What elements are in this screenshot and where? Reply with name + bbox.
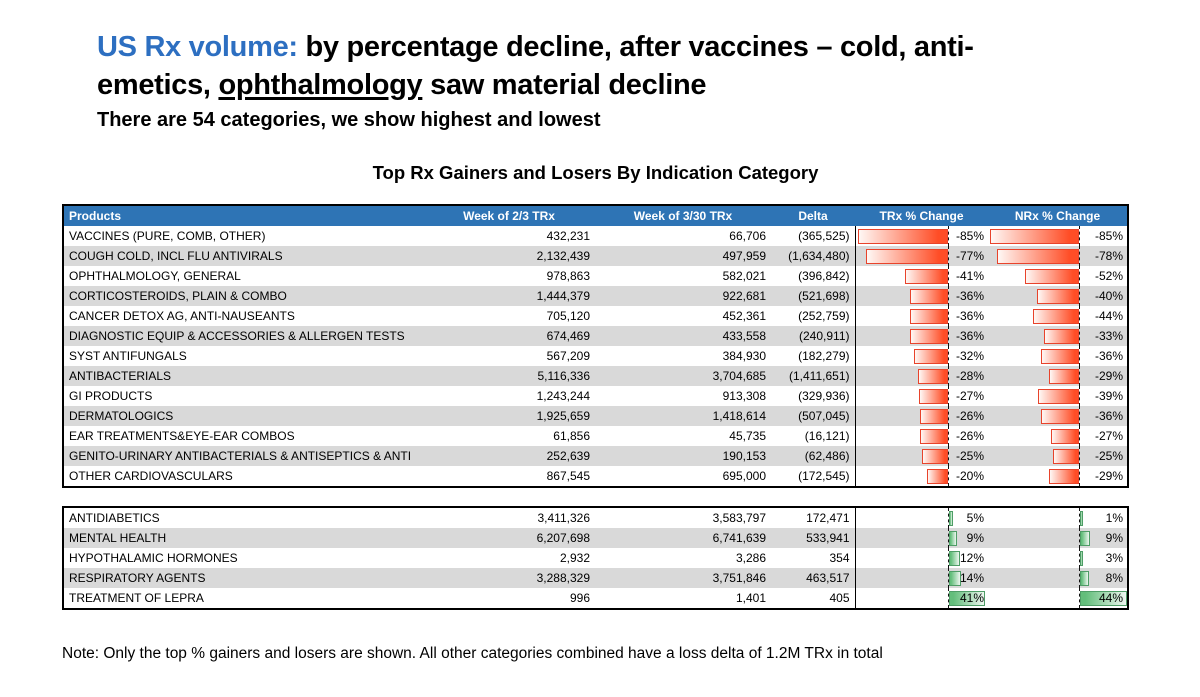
nrx-change-label: -25% xyxy=(1094,449,1123,463)
nrx-change-cell xyxy=(988,306,1128,326)
trx-negative-zone xyxy=(856,446,949,466)
trx-bar-track xyxy=(856,508,989,528)
week-3-30-cell: 433,558 xyxy=(595,326,771,346)
week-3-30-cell: 1,401 xyxy=(735,591,766,605)
nrx-bar-track xyxy=(988,286,1127,306)
nrx-negative-bar xyxy=(1025,269,1079,284)
nrx-bar-track xyxy=(988,306,1127,326)
trx-change-cell xyxy=(855,568,988,588)
trx-negative-zone xyxy=(856,346,949,366)
trx-negative-bar xyxy=(919,389,948,404)
nrx-change-cell xyxy=(988,528,1128,548)
delta-cell: (182,279) xyxy=(798,349,850,363)
delta-cell: (396,842) xyxy=(798,269,850,283)
trx-negative-zone xyxy=(856,406,949,426)
trx-change-cell xyxy=(855,548,988,568)
week-3-30-cell: 66,706 xyxy=(729,229,766,243)
trx-bar-track xyxy=(856,386,989,406)
trx-change-cell xyxy=(855,426,988,446)
table-row xyxy=(63,446,1128,466)
delta-cell: 533,941 xyxy=(771,528,855,548)
week-2-3-cell: 432,231 xyxy=(546,229,590,243)
table-row xyxy=(63,406,1128,426)
nrx-bar-track xyxy=(988,508,1127,528)
trx-negative-zone xyxy=(856,306,949,326)
week-3-30-cell: 3,704,685 xyxy=(595,366,771,386)
page-title-line-2 xyxy=(97,66,1117,104)
col-header-delta: Delta xyxy=(771,205,855,226)
page-title-rest: by percentage decline, after vaccines – cold, anti- xyxy=(297,31,974,63)
table-row xyxy=(63,528,1128,548)
nrx-bar-track xyxy=(988,226,1127,246)
nrx-change-cell xyxy=(988,366,1128,386)
trx-negative-zone xyxy=(856,466,949,486)
trx-bar-track xyxy=(856,326,989,346)
nrx-change-label: -33% xyxy=(1094,329,1123,343)
trx-change-label: -26% xyxy=(955,429,984,443)
week-3-30-cell: 3,751,846 xyxy=(595,568,771,588)
week-3-30-cell: 922,681 xyxy=(595,286,771,306)
nrx-bar-track xyxy=(988,386,1127,406)
week-3-30-cell: 695,000 xyxy=(722,469,766,483)
table-row xyxy=(63,306,1128,326)
product-cell: DERMATOLOGICS xyxy=(63,406,423,426)
tables-area xyxy=(62,204,1131,610)
week-2-3-cell: 6,207,698 xyxy=(423,528,595,548)
nrx-bar-track xyxy=(988,446,1127,466)
nrx-negative-bar xyxy=(1038,389,1079,404)
trx-negative-bar xyxy=(866,249,948,264)
trx-negative-zone xyxy=(856,266,949,286)
nrx-change-cell xyxy=(988,286,1128,306)
nrx-change-cell xyxy=(988,568,1128,588)
col-header-week-2-3: Week of 2/3 TRx xyxy=(423,205,595,226)
week-3-30-cell: 497,959 xyxy=(595,246,771,266)
product-cell: MENTAL HEALTH xyxy=(63,528,423,548)
col-header-week-3-30: Week of 3/30 TRx xyxy=(595,205,771,226)
trx-bar-track xyxy=(856,406,989,426)
nrx-negative-zone xyxy=(988,588,1080,608)
page-title-line2-pre: emetics, xyxy=(97,69,219,101)
col-header-nrx-change: NRx % Change xyxy=(988,205,1128,226)
nrx-positive-bar xyxy=(1080,551,1083,566)
table-row xyxy=(63,226,1128,246)
product-cell: HYPOTHALAMIC HORMONES xyxy=(69,551,238,565)
trx-change-label: -85% xyxy=(955,229,984,243)
nrx-change-cell xyxy=(988,386,1128,406)
nrx-negative-zone xyxy=(988,266,1080,286)
nrx-negative-zone xyxy=(988,346,1080,366)
trx-change-cell xyxy=(855,326,988,346)
trx-negative-bar xyxy=(914,349,948,364)
week-2-3-cell: 3,411,326 xyxy=(537,511,590,525)
product-cell: ANTIDIABETICS xyxy=(69,511,160,525)
product-cell: GENITO-URINARY ANTIBACTERIALS & ANTISEPTICS & ANTI xyxy=(63,446,423,466)
delta-cell: (1,411,651) xyxy=(771,366,855,386)
nrx-change-cell xyxy=(988,507,1128,528)
week-3-30-cell: 1,418,614 xyxy=(595,406,771,426)
week-2-3-cell: 996 xyxy=(569,591,590,605)
trx-change-cell xyxy=(855,507,988,528)
trx-positive-bar xyxy=(949,511,953,526)
delta-cell: 172,471 xyxy=(806,511,850,525)
delta-cell: (329,936) xyxy=(798,389,850,403)
nrx-negative-zone xyxy=(988,426,1080,446)
trx-bar-track xyxy=(856,266,989,286)
trx-change-label: -27% xyxy=(955,389,984,403)
product-cell: COUGH COLD, INCL FLU ANTIVIRALS xyxy=(63,246,423,266)
nrx-negative-zone xyxy=(988,548,1080,568)
trx-change-cell xyxy=(855,386,988,406)
week-2-3-cell: 1,243,244 xyxy=(536,389,590,403)
trx-change-label: -32% xyxy=(955,349,984,363)
nrx-positive-bar xyxy=(1080,531,1090,546)
nrx-negative-bar xyxy=(1033,309,1079,324)
nrx-negative-bar xyxy=(1041,349,1079,364)
nrx-negative-zone xyxy=(988,226,1080,246)
product-cell: SYST ANTIFUNGALS xyxy=(69,349,187,363)
trx-negative-bar xyxy=(910,289,948,304)
product-cell: EAR TREATMENTS&EYE-EAR COMBOS xyxy=(69,429,295,443)
trx-bar-track xyxy=(856,226,989,246)
nrx-bar-track xyxy=(988,366,1127,386)
nrx-change-label: -29% xyxy=(1094,369,1123,383)
nrx-change-label: -78% xyxy=(1094,249,1123,263)
nrx-change-cell xyxy=(988,266,1128,286)
nrx-bar-track xyxy=(988,326,1127,346)
nrx-change-label: -40% xyxy=(1094,289,1123,303)
footnote: Note: Only the top % gainers and losers are shown. All other categories combined have a loss delta of 1.2M TRx in total xyxy=(62,645,883,662)
nrx-change-cell xyxy=(988,466,1128,487)
trx-negative-zone xyxy=(856,568,949,588)
trx-negative-zone xyxy=(856,226,949,246)
trx-negative-zone xyxy=(856,246,949,266)
week-2-3-cell: 252,639 xyxy=(423,446,595,466)
trx-change-cell xyxy=(855,306,988,326)
table-row xyxy=(63,568,1128,588)
table-row xyxy=(63,507,1128,528)
nrx-change-cell xyxy=(988,548,1128,568)
trx-positive-bar xyxy=(949,531,957,546)
nrx-negative-zone xyxy=(988,466,1080,486)
table-row xyxy=(63,426,1128,446)
table-row xyxy=(63,346,1128,366)
nrx-change-label: -85% xyxy=(1094,229,1123,243)
trx-negative-zone xyxy=(856,508,949,528)
trx-negative-zone xyxy=(856,548,949,568)
trx-change-label: -26% xyxy=(955,409,984,423)
trx-change-cell xyxy=(855,346,988,366)
delta-cell: (16,121) xyxy=(804,429,850,443)
product-cell: TREATMENT OF LEPRA xyxy=(69,591,204,605)
nrx-change-label: 3% xyxy=(1105,551,1123,565)
nrx-negative-bar xyxy=(1044,329,1079,344)
trx-change-label: -28% xyxy=(955,369,984,383)
nrx-positive-bar xyxy=(1080,571,1089,586)
trx-negative-bar xyxy=(918,369,948,384)
week-2-3-cell: 1,925,659 xyxy=(423,406,595,426)
nrx-negative-zone xyxy=(988,366,1080,386)
page-title-highlight: US Rx volume: xyxy=(97,31,298,63)
week-3-30-cell: 190,153 xyxy=(595,446,771,466)
page-title-line2-post: saw material decline xyxy=(422,69,707,101)
table-row xyxy=(63,246,1128,266)
nrx-negative-bar xyxy=(1041,409,1079,424)
trx-change-label: -36% xyxy=(955,329,984,343)
trx-negative-bar xyxy=(920,429,948,444)
week-2-3-cell: 2,932 xyxy=(559,551,590,565)
nrx-change-cell xyxy=(988,226,1128,246)
nrx-change-label: -39% xyxy=(1094,389,1123,403)
nrx-change-cell xyxy=(988,346,1128,366)
trx-negative-bar xyxy=(922,449,948,464)
nrx-bar-track xyxy=(988,266,1127,286)
nrx-bar-track xyxy=(988,588,1127,608)
week-2-3-cell: 2,132,439 xyxy=(423,246,595,266)
product-cell: RESPIRATORY AGENTS xyxy=(63,568,423,588)
nrx-negative-zone xyxy=(988,306,1080,326)
nrx-negative-zone xyxy=(988,386,1080,406)
trx-bar-track xyxy=(856,426,989,446)
trx-negative-bar xyxy=(920,409,948,424)
week-2-3-cell: 3,288,329 xyxy=(423,568,595,588)
table-row xyxy=(63,326,1128,346)
delta-cell: (172,545) xyxy=(798,469,850,483)
nrx-negative-zone xyxy=(988,508,1080,528)
delta-cell: (521,698) xyxy=(771,286,855,306)
nrx-bar-track xyxy=(988,528,1127,548)
trx-change-label: -25% xyxy=(955,449,984,463)
trx-bar-track xyxy=(856,568,989,588)
delta-cell: (240,911) xyxy=(771,326,855,346)
product-cell: CANCER DETOX AG, ANTI-NAUSEANTS xyxy=(69,309,295,323)
week-2-3-cell: 61,856 xyxy=(553,429,590,443)
week-2-3-cell: 5,116,336 xyxy=(423,366,595,386)
week-2-3-cell: 867,545 xyxy=(546,469,590,483)
trx-bar-track xyxy=(856,528,989,548)
losers-table xyxy=(62,204,1129,488)
week-2-3-cell: 705,120 xyxy=(546,309,590,323)
table-row xyxy=(63,266,1128,286)
nrx-negative-bar xyxy=(997,249,1079,264)
delta-cell: (507,045) xyxy=(771,406,855,426)
nrx-negative-bar xyxy=(1053,449,1079,464)
delta-cell: (62,486) xyxy=(771,446,855,466)
nrx-negative-zone xyxy=(988,286,1080,306)
trx-bar-track xyxy=(856,286,989,306)
nrx-change-label: 44% xyxy=(1098,591,1123,605)
nrx-change-cell xyxy=(988,446,1128,466)
page-title-underlined-word: ophthalmology xyxy=(218,69,423,101)
nrx-positive-bar xyxy=(1080,511,1083,526)
table-row xyxy=(63,466,1128,487)
trx-change-label: -36% xyxy=(955,289,984,303)
trx-negative-zone xyxy=(856,286,949,306)
trx-bar-track xyxy=(856,588,989,608)
nrx-negative-bar xyxy=(990,229,1079,244)
week-3-30-cell: 913,308 xyxy=(722,389,766,403)
trx-change-cell xyxy=(855,366,988,386)
table-row xyxy=(63,588,1128,609)
table-row xyxy=(63,386,1128,406)
page-title-line-1 xyxy=(97,28,1117,66)
trx-negative-zone xyxy=(856,326,949,346)
trx-change-cell xyxy=(855,286,988,306)
week-3-30-cell: 384,930 xyxy=(722,349,766,363)
delta-cell: 354 xyxy=(829,551,850,565)
nrx-change-cell xyxy=(988,406,1128,426)
table-row xyxy=(63,366,1128,386)
trx-change-cell xyxy=(855,226,988,246)
trx-change-cell xyxy=(855,588,988,609)
trx-bar-track xyxy=(856,446,989,466)
trx-negative-bar xyxy=(858,229,948,244)
trx-change-label: 14% xyxy=(959,571,984,585)
delta-cell: (252,759) xyxy=(798,309,850,323)
nrx-bar-track xyxy=(988,406,1127,426)
nrx-negative-zone xyxy=(988,528,1080,548)
nrx-change-cell xyxy=(988,426,1128,446)
trx-change-label: 5% xyxy=(966,511,984,525)
trx-negative-zone xyxy=(856,528,949,548)
trx-negative-zone xyxy=(856,386,949,406)
week-3-30-cell: 45,735 xyxy=(729,429,766,443)
trx-change-label: -36% xyxy=(955,309,984,323)
product-cell: OTHER CARDIOVASCULARS xyxy=(69,469,233,483)
col-header-products: Products xyxy=(63,205,423,226)
trx-change-cell xyxy=(855,266,988,286)
trx-bar-track xyxy=(856,306,989,326)
trx-change-label: 12% xyxy=(959,551,984,565)
week-2-3-cell: 674,469 xyxy=(423,326,595,346)
week-3-30-cell: 6,741,639 xyxy=(595,528,771,548)
delta-cell: (1,634,480) xyxy=(771,246,855,266)
trx-negative-bar xyxy=(910,329,948,344)
nrx-change-label: -36% xyxy=(1094,409,1123,423)
nrx-bar-track xyxy=(988,466,1127,486)
nrx-negative-zone xyxy=(988,406,1080,426)
trx-positive-bar xyxy=(949,571,961,586)
product-cell: VACCINES (PURE, COMB, OTHER) xyxy=(69,229,266,243)
trx-change-cell xyxy=(855,446,988,466)
delta-cell: 405 xyxy=(829,591,850,605)
trx-change-label: -20% xyxy=(955,469,984,483)
trx-bar-track xyxy=(856,548,989,568)
nrx-negative-zone xyxy=(988,326,1080,346)
nrx-change-cell xyxy=(988,246,1128,266)
product-cell: DIAGNOSTIC EQUIP & ACCESSORIES & ALLERGEN TESTS xyxy=(63,326,423,346)
trx-bar-track xyxy=(856,466,989,486)
week-3-30-cell: 582,021 xyxy=(722,269,766,283)
week-2-3-cell: 1,444,379 xyxy=(423,286,595,306)
nrx-negative-zone xyxy=(988,568,1080,588)
trx-change-cell xyxy=(855,528,988,548)
gainers-table xyxy=(62,506,1129,610)
trx-bar-track xyxy=(856,366,989,386)
week-3-30-cell: 3,286 xyxy=(735,551,766,565)
trx-negative-zone xyxy=(856,366,949,386)
trx-change-label: -77% xyxy=(955,249,984,263)
nrx-change-cell xyxy=(988,326,1128,346)
trx-negative-bar xyxy=(927,469,948,484)
week-2-3-cell: 978,863 xyxy=(546,269,590,283)
trx-negative-zone xyxy=(856,426,949,446)
trx-change-label: 41% xyxy=(959,591,984,605)
table-row xyxy=(63,286,1128,306)
nrx-change-label: -36% xyxy=(1094,349,1123,363)
nrx-change-label: 8% xyxy=(1105,571,1123,585)
product-cell: CORTICOSTEROIDS, PLAIN & COMBO xyxy=(63,286,423,306)
trx-change-cell xyxy=(855,466,988,487)
trx-negative-bar xyxy=(910,309,948,324)
page-subtitle: There are 54 categories, we show highest and lowest xyxy=(97,109,601,131)
chart-title: Top Rx Gainers and Losers By Indication Category xyxy=(372,162,819,183)
nrx-bar-track xyxy=(988,548,1127,568)
week-2-3-cell: 567,209 xyxy=(546,349,590,363)
nrx-negative-bar xyxy=(1037,289,1079,304)
table-row xyxy=(63,548,1128,568)
trx-change-label: -41% xyxy=(955,269,984,283)
col-header-trx-change: TRx % Change xyxy=(855,205,988,226)
trx-bar-track xyxy=(856,346,989,366)
nrx-bar-track xyxy=(988,426,1127,446)
trx-negative-bar xyxy=(905,269,948,284)
nrx-negative-bar xyxy=(1049,369,1079,384)
week-3-30-cell: 3,583,797 xyxy=(712,511,766,525)
delta-cell: 463,517 xyxy=(771,568,855,588)
product-cell: OPHTHALMOLOGY, GENERAL xyxy=(69,269,241,283)
nrx-change-label: -52% xyxy=(1094,269,1123,283)
nrx-change-label: 1% xyxy=(1105,511,1123,525)
nrx-negative-zone xyxy=(988,446,1080,466)
product-cell: ANTIBACTERIALS xyxy=(63,366,423,386)
nrx-negative-bar xyxy=(1051,429,1079,444)
trx-change-cell xyxy=(855,406,988,426)
trx-change-label: 9% xyxy=(966,531,984,545)
nrx-change-cell xyxy=(988,588,1128,609)
nrx-negative-bar xyxy=(1049,469,1079,484)
product-cell: GI PRODUCTS xyxy=(69,389,153,403)
nrx-bar-track xyxy=(988,568,1127,588)
header-row xyxy=(63,205,1128,226)
trx-bar-track xyxy=(856,246,989,266)
nrx-change-label: 9% xyxy=(1105,531,1123,545)
trx-positive-bar xyxy=(949,551,960,566)
nrx-change-label: -44% xyxy=(1094,309,1123,323)
trx-negative-zone xyxy=(856,588,949,608)
nrx-change-label: -29% xyxy=(1094,469,1123,483)
title-block xyxy=(97,28,1117,133)
nrx-change-label: -27% xyxy=(1094,429,1123,443)
nrx-bar-track xyxy=(988,346,1127,366)
delta-cell: (365,525) xyxy=(798,229,850,243)
week-3-30-cell: 452,361 xyxy=(722,309,766,323)
nrx-negative-zone xyxy=(988,246,1080,266)
trx-change-cell xyxy=(855,246,988,266)
nrx-bar-track xyxy=(988,246,1127,266)
